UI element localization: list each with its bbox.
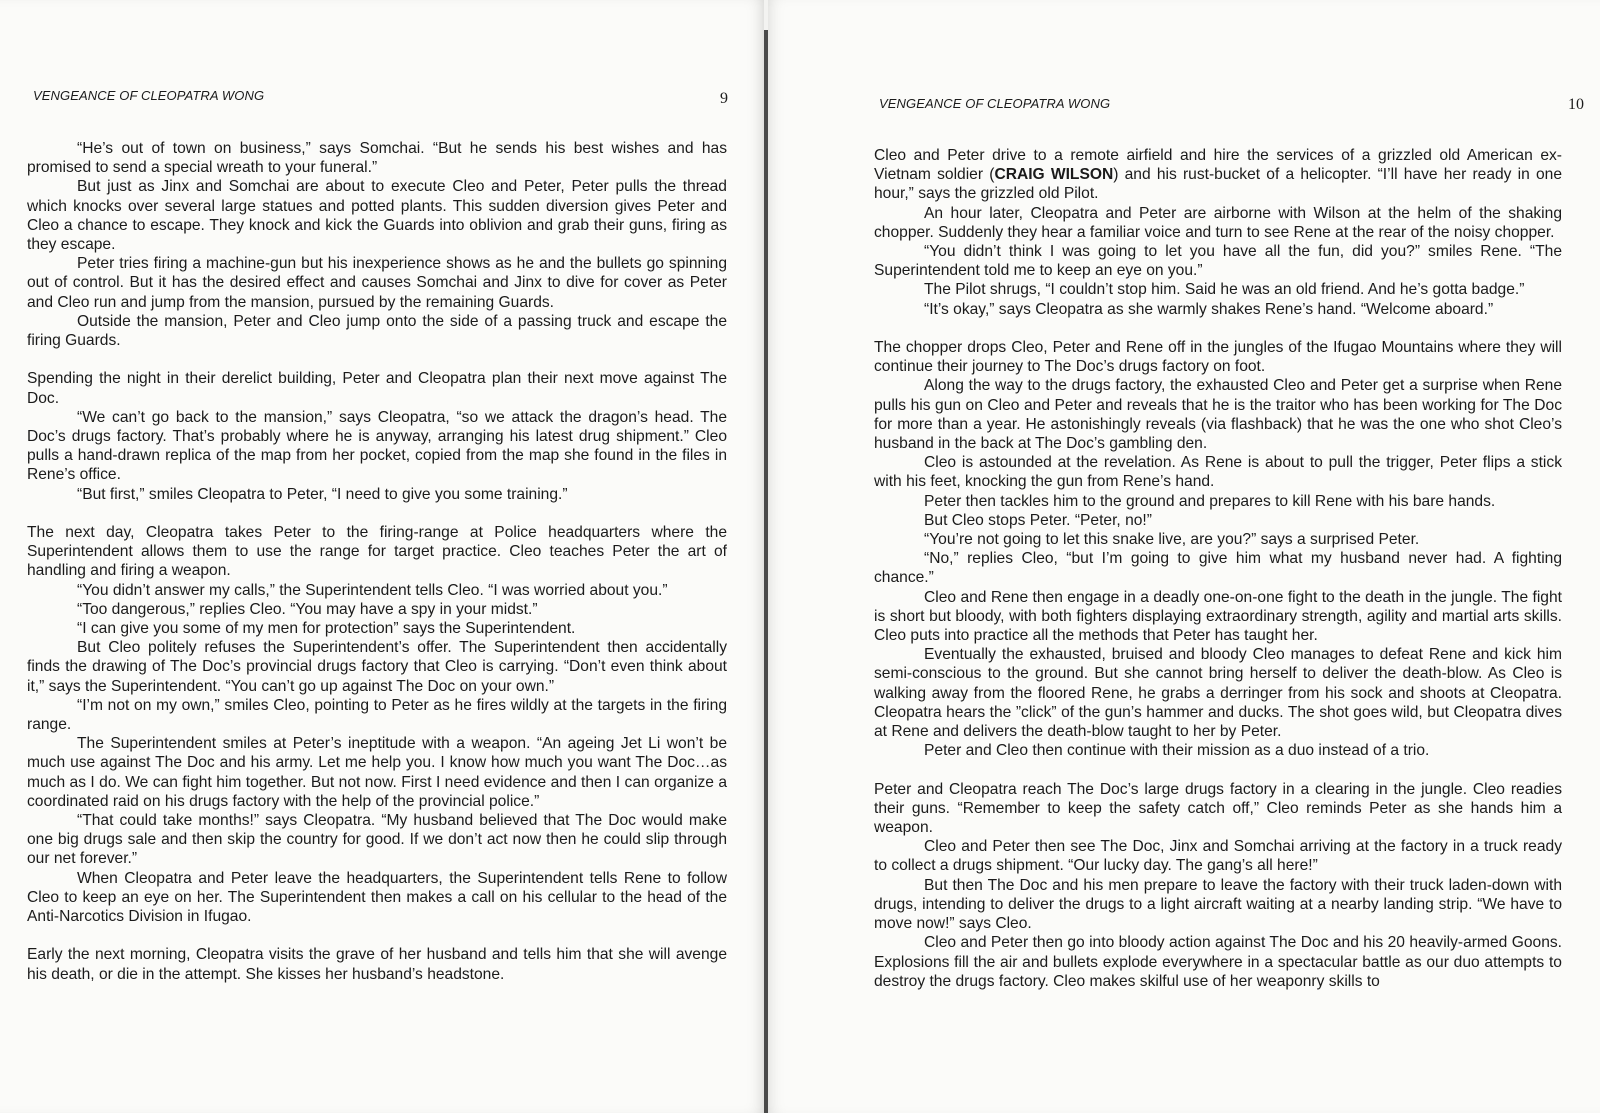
page-number: 9 <box>720 90 728 107</box>
paragraph: The Superintendent smiles at Peter’s ineptitude with a weapon. “An ageing Jet Li won’t be much use against The Doc and his army. Let me help you. I know how much you want The Doc…as much as I do. We can fight him together. But not now. First I need evidence and then I can organize a coordinated raid on his drugs factory with the help of the provincial police.” <box>27 735 727 810</box>
left-page <box>0 0 764 1113</box>
page-body <box>874 146 1562 991</box>
paragraph: But Cleo stops Peter. “Peter, no!” <box>924 511 1152 529</box>
paragraph: When Cleopatra and Peter leave the headquarters, the Superintendent tells Rene to follow Cleo to keep an eye on her. The Superintendent then makes a call on his cellular to the head of the Anti-Narcotics Division in Ifugao. <box>27 869 727 926</box>
paragraph <box>874 146 1562 204</box>
page-number: 10 <box>1568 96 1584 113</box>
right-page <box>768 0 1600 1113</box>
paragraph: Cleo is astounded at the revelation. As Rene is about to pull the trigger, Peter flips a stick with his feet, knocking the gun from Rene’s hand. <box>874 454 1562 491</box>
page-body <box>27 139 727 984</box>
paragraph: But Cleo politely refuses the Superintendent’s offer. The Superintendent then accidentally finds the drawing of The Doc’s provincial drugs factory that Cleo is carrying. “Don’t even think about it,” says the Superintendent. “You can’t go up against The Doc on your own.” <box>27 639 727 695</box>
paragraph: “We can’t go back to the mansion,” says Cleopatra, “so we attack the dragon’s head. The Doc’s drugs factory. That’s probably where he is anyway, arranging his latest drug shipment.” Cleo pulls a hand-drawn replica of the map from her pocket, copied from the map she found in the files in Rene’s office. <box>27 408 727 484</box>
paragraph: “I can give you some of my men for protection” says the Superintendent. <box>77 620 576 638</box>
paragraph: The Pilot shrugs, “I couldn’t stop him. Said he was an old friend. And he’s gotta badge.” <box>924 281 1525 299</box>
running-header: VENGEANCE OF CLEOPATRA WONG <box>879 96 1111 111</box>
paragraph: Peter then tackles him to the ground and prepares to kill Rene with his bare hands. <box>924 492 1496 510</box>
paragraph: Early the next morning, Cleopatra visits the grave of her husband and tells him that she will avenge his death, or die in the attempt. She kisses her husband’s headstone. <box>27 946 727 983</box>
paragraph: “But first,” smiles Cleopatra to Peter, “I need to give you some training.” <box>77 485 568 503</box>
paragraph: “You’re not going to let this snake live, are you?” says a surprised Peter. <box>924 531 1420 549</box>
paragraph: An hour later, Cleopatra and Peter are airborne with Wilson at the helm of the shaking chopper. Suddenly they hear a familiar voice and turn to see Rene at the rear of the noisy chopper. <box>874 204 1562 241</box>
paragraph: “It’s okay,” says Cleopatra as she warmly shakes Rene’s hand. “Welcome aboard.” <box>924 300 1494 318</box>
paragraph: “Too dangerous,” replies Cleo. “You may have a spy in your midst.” <box>77 600 538 618</box>
paragraph: But then The Doc and his men prepare to leave the factory with their truck laden-down with drugs, intending to deliver the drugs to a light aircraft waiting at a nearby landing strip. “We have to move now!” says Cleo. <box>874 876 1562 933</box>
paragraph: Peter and Cleo then continue with their mission as a duo instead of a trio. <box>924 742 1430 760</box>
paragraph: “I’m not on my own,” smiles Cleo, pointing to Peter as he fires wildly at the targets in the firing range. <box>27 696 727 734</box>
paragraph: The chopper drops Cleo, Peter and Rene off in the jungles of the Ifugao Mountains where they will continue their journey to The Doc’s drugs factory on foot. <box>874 339 1562 376</box>
paragraph: “You didn’t think I was going to let you have all the fun, did you?” smiles Rene. “The Superintendent told me to keep an eye on you.” <box>874 243 1562 280</box>
paragraph: “You didn’t answer my calls,” the Superintendent tells Cleo. “I was worried about you.” <box>77 581 668 599</box>
paragraph: Peter and Cleopatra reach The Doc’s large drugs factory in a clearing in the jungle. Cleo readies their guns. “Remember to keep the safety catch off,” Cleo reminds Peter as she hands him a weapon. <box>874 780 1562 837</box>
text-run: ) and his rust-bucket of a helicopter. “I’ll have her ready in one hour,” says the grizzled old Pilot. <box>874 166 1562 203</box>
paragraph: Outside the mansion, Peter and Cleo jump onto the side of a passing truck and escape the firing Guards. <box>27 312 727 350</box>
paragraph: “He’s out of town on business,” says Somchai. “But he sends his best wishes and has promised to send a special wreath to your funeral.” <box>27 140 727 177</box>
paragraph: Cleo and Peter then see The Doc, Jinx and Somchai arriving at the factory in a truck ready to collect a drugs shipment. “Our lucky day. The gang’s all here!” <box>874 838 1562 875</box>
paragraph: But just as Jinx and Somchai are about to execute Cleo and Peter, Peter pulls the thread which knocks over several large statues and potted plants. This sudden diversion gives Peter and Cleo a chance to escape. They knock and kick the Guards into oblivion and grab their guns, firing as they escape. <box>27 178 727 254</box>
paragraph: Peter tries firing a machine-gun but his inexperience shows as he and the bullets go spinning out of control. But it has the desired effect and causes Somchai and Jinx to dive for cover as Peter and Cleo run and jump from the mansion, pursued by the remaining Guards. <box>27 255 727 311</box>
paragraph: Cleo and Peter then go into bloody action against The Doc and his 20 heavily-armed Goons. Explosions fill the air and bullets explode everywhere in a spectacular battle as our duo attempts to destroy the drugs factory. Cleo makes skilful use of her weaponry skills to <box>874 934 1562 990</box>
paragraph: Cleo and Rene then engage in a deadly one-on-one fight to the death in the jungle. The fight is short but bloody, with both fighters displaying extraordinary strength, agility and martial arts skills. Cleo puts into practice all the methods that Peter has taught her. <box>874 588 1562 645</box>
paragraph: The next day, Cleopatra takes Peter to the firing-range at Police headquarters where the Superintendent allows them to use the range for target practice. Cleo teaches Peter the art of handling and firing a weapon. <box>27 524 727 580</box>
paragraph: “That could take months!” says Cleopatra. “My husband believed that The Doc would make one big drugs sale and then skip the country for good. If we don’t act now then he could slip through our net forever.” <box>27 812 727 868</box>
paragraph: Spending the night in their derelict building, Peter and Cleopatra plan their next move against The Doc. <box>27 370 727 407</box>
character-name: CRAIG WILSON <box>994 166 1114 184</box>
paragraph: “No,” replies Cleo, “but I’m going to give him what my husband never had. A fighting chance.” <box>874 550 1562 587</box>
paragraph: Along the way to the drugs factory, the exhausted Cleo and Peter get a surprise when Rene pulls his gun on Cleo and Peter and reveals that he is the traitor who has been working for The Doc for more than a year. He astonishingly reveals (via flashback) that he was the one who shot Cleo’s husband in the back at The Doc’s gambling den. <box>874 377 1562 453</box>
paragraph: Eventually the exhausted, bruised and bloody Cleo manages to defeat Rene and kick him semi-conscious to the ground. But she cannot bring herself to deliver the death-blow. As Cleo is walking away from the floored Rene, he grabs a derringer from his sock and shoots at Cleopatra. Cleopatra hears the ”click” of the gun’s hammer and ducks. The shot goes wild, but Cleopatra dives at Rene and delivers the death-blow taught to her by Peter. <box>874 646 1562 741</box>
text-run: Cleo and Peter drive to a remote airfield and hire the services of a grizzled old American ex-Vietnam soldier ( <box>874 147 1562 184</box>
running-header: VENGEANCE OF CLEOPATRA WONG <box>33 88 265 103</box>
